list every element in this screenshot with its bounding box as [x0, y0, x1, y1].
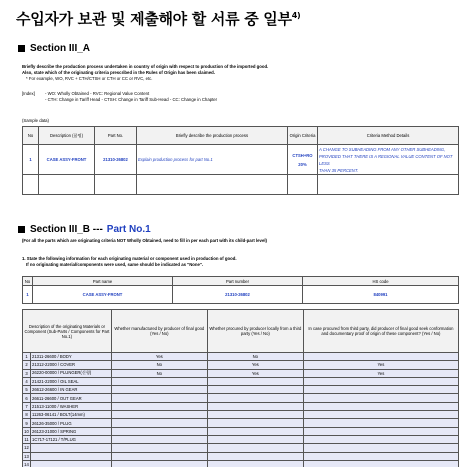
cell-criteria-details [318, 145, 459, 175]
header-part-no: Part No. [95, 127, 137, 145]
comp-cell-manufactured [111, 411, 207, 419]
comp-cell-manufactured [111, 377, 207, 385]
state-line-1: 1. State the following information for each originating material or component used in production of good. [22, 256, 237, 261]
part-cell-name: CASE ASSY-FRONT [33, 286, 173, 304]
cell-origin-criteria-line-2: 20% [298, 161, 307, 167]
part-header-number: Part number [173, 277, 303, 286]
comp-cell-proof [303, 353, 458, 361]
comp-cell-description: 21312-22000 / COVER [31, 361, 112, 369]
header-no: No [23, 127, 39, 145]
comp-cell-procured [207, 419, 303, 427]
comp-cell-description: 21421-22000 / OIL SEAL [31, 377, 112, 385]
section-a-header-row [23, 127, 459, 145]
component-row [23, 353, 459, 361]
comp-cell-description: 11263-06141 / BOLT(14mm) [31, 411, 112, 419]
component-row [23, 435, 459, 443]
comp-cell-manufactured [111, 435, 207, 443]
component-row [23, 394, 459, 402]
header-origin-criteria: Origin Criteria [288, 127, 318, 145]
comp-cell-manufactured [111, 427, 207, 435]
component-row [23, 386, 459, 394]
cell-process: Explain production process for part No.1 [137, 145, 288, 175]
comp-header-description: Description of the originating Materials or Component (Sub-Parts / Components for Part No.1) [23, 310, 112, 353]
comp-cell-procured: Yes [207, 361, 303, 369]
comp-cell-manufactured [111, 394, 207, 402]
comp-cell-manufactured [111, 419, 207, 427]
cell-origin-criteria-line-1: CTSH+RO [292, 152, 313, 158]
comp-cell-description: 26126-35000 / PLUG [31, 419, 112, 427]
part-cell-no: 1 [23, 286, 33, 304]
comp-cell-manufactured: No [111, 369, 207, 377]
component-row [23, 411, 459, 419]
comp-cell-manufactured [111, 444, 207, 452]
component-table [22, 309, 459, 467]
comp-cell-proof [303, 419, 458, 427]
comp-cell-proof: Yes [303, 361, 458, 369]
part-table-header [23, 277, 459, 286]
comp-cell-no: 8 [23, 411, 31, 419]
section-a-table [22, 126, 459, 195]
index-label: [Index] [22, 91, 35, 96]
comp-cell-description: 26220-00000 / PLUNGER(신형) [31, 369, 112, 377]
part-table-row [23, 286, 459, 304]
comp-cell-no: 7 [23, 402, 31, 410]
comp-cell-manufactured [111, 386, 207, 394]
comp-cell-no: 9 [23, 419, 31, 427]
cell-criteria-details-line-1: A CHANGE TO SUBHEADING FROM ANY OTHER SUBHEADING, [319, 146, 446, 152]
comp-cell-description: 26611-26600 / OUT GEAR [31, 394, 112, 402]
component-row [23, 427, 459, 435]
index-line-2: - CTH: Change in Tariff Head - CTSH: Change in Tariff Sub-Head - CC: Change in Chapter [45, 97, 218, 102]
header-criteria-details: Criteria Method Details [318, 127, 459, 145]
comp-cell-proof [303, 411, 458, 419]
comp-cell-procured [207, 452, 303, 460]
comp-cell-no: 10 [24, 428, 29, 434]
section-a-intro-1: Briefly describe the production process undertaken in country of origin with respect to production of the imported good. [22, 64, 269, 69]
component-table-header [23, 310, 459, 353]
cell-description: CASE ASSY-FRONT [39, 145, 95, 175]
section-a-data-row [23, 145, 459, 175]
section-b-heading [18, 224, 151, 235]
comp-cell-manufactured [111, 402, 207, 410]
comp-cell-proof [303, 386, 458, 394]
part-cell-hs: 840991 [303, 286, 459, 304]
section-a-heading [18, 43, 90, 54]
comp-cell-proof [303, 444, 458, 452]
comp-cell-procured [207, 411, 303, 419]
comp-cell-no: 3 [23, 369, 31, 377]
header-description: Description (품명) [39, 127, 95, 145]
part-header-name: Part name [33, 277, 173, 286]
comp-cell-description [31, 452, 112, 460]
component-row [23, 444, 459, 452]
comp-cell-procured [207, 394, 303, 402]
section-b-part-label: Part No.1 [106, 224, 151, 235]
component-row [23, 419, 459, 427]
comp-cell-procured [207, 377, 303, 385]
part-header-no: No [23, 277, 33, 286]
comp-cell-procured: No [207, 353, 303, 361]
comp-cell-no: 12 [24, 445, 29, 451]
comp-cell-proof [303, 377, 458, 385]
comp-header-manufactured: Whether manufactured by producer of final good (Yes / No) [111, 310, 207, 353]
header-process: Briefly describe the production process [137, 127, 288, 145]
part-cell-number: 21310-26802 [173, 286, 303, 304]
component-row [23, 361, 459, 369]
comp-cell-no: 4 [23, 377, 31, 385]
component-row [23, 402, 459, 410]
index-line-1: - WO: Wholly Obtained - RVC: Regional Value Content [45, 91, 150, 96]
comp-cell-description: 1C717-17121 / T/PLUG [31, 435, 112, 443]
comp-cell-no: 1 [23, 353, 31, 361]
comp-cell-description: 26123-21000 / SPRING [31, 427, 112, 435]
comp-cell-procured [207, 435, 303, 443]
component-row [23, 452, 459, 460]
section-a-heading-text: Section III_A [30, 43, 91, 54]
comp-cell-manufactured: No [111, 361, 207, 369]
cell-criteria-details-line-2: PROVIDED THAT THERE IS A REGIONAL VALUE CONTENT OF NOT LESS [319, 153, 453, 166]
comp-cell-description: 21311-26600 / BODY [31, 353, 112, 361]
section-a-empty-row [23, 175, 459, 195]
comp-cell-no: 5 [23, 386, 31, 394]
component-row [23, 460, 459, 467]
comp-cell-proof [303, 402, 458, 410]
comp-cell-no: 14 [24, 462, 29, 467]
comp-cell-procured [207, 444, 303, 452]
comp-cell-proof [303, 452, 458, 460]
cell-no: 1 [23, 145, 39, 175]
comp-cell-description [31, 460, 112, 467]
cell-part-no: 21310-26802 [95, 145, 137, 175]
section-b-intro: (For all the parts which are originating criteria NOT Wholly Obtained, need to fill in per each part with its child-part level) [22, 238, 267, 243]
component-row [23, 377, 459, 385]
component-row [23, 369, 459, 377]
comp-cell-procured: Yes [207, 369, 303, 377]
comp-header-procured: Whether procured by producer locally from a third party (Yes / No) [207, 310, 303, 353]
comp-cell-description: 21513-11000 / WASHER [31, 402, 112, 410]
section-b-heading-text: Section III_B --- [30, 224, 103, 235]
comp-cell-manufactured [111, 460, 207, 467]
comp-cell-manufactured: Yes [111, 353, 207, 361]
comp-cell-no: 11 [24, 437, 29, 443]
comp-cell-manufactured [111, 452, 207, 460]
square-bullet-icon [18, 45, 25, 52]
comp-cell-proof [303, 460, 458, 467]
comp-cell-description [31, 444, 112, 452]
part-table [22, 276, 459, 304]
comp-cell-procured [207, 427, 303, 435]
page-title-footnote: 4) [291, 11, 301, 20]
comp-cell-procured [207, 402, 303, 410]
comp-cell-proof [303, 427, 458, 435]
page-title [16, 8, 300, 29]
cell-origin-criteria [288, 145, 318, 175]
comp-header-third-party: In case procured from third party, did producer of final good seek conformation and documentary proof of origin of these component? (Yes / No) [303, 310, 458, 353]
state-line-2: If no originating material/components were used, same should be indicated as "None". [26, 262, 204, 267]
part-header-hs: HS code [303, 277, 459, 286]
comp-cell-no: 2 [23, 361, 31, 369]
comp-cell-description: 26612-26600 / IN GEAR [31, 386, 112, 394]
comp-cell-procured [207, 386, 303, 394]
page-title-text: 수입자가 보관 및 제출해야 할 서류 중 일부 [16, 10, 292, 28]
comp-cell-no: 13 [24, 453, 29, 459]
section-a-intro-3: * For example, WO, RVC + CTH/CTSH or CTH or CC or RVC, etc. [26, 76, 153, 81]
comp-cell-no: 6 [23, 394, 31, 402]
comp-cell-procured [207, 460, 303, 467]
square-bullet-icon [18, 226, 25, 233]
cell-criteria-details-line-3: THAN 35 PERCENT. [319, 167, 359, 173]
sample-data-label: (Sample data) [22, 118, 49, 123]
comp-cell-proof [303, 435, 458, 443]
section-a-intro-2: Also, state which of the originating criteria prescribed in the Rules of Origin has been claimed. [22, 70, 215, 75]
comp-cell-proof: Yes [303, 369, 458, 377]
comp-cell-proof [303, 394, 458, 402]
